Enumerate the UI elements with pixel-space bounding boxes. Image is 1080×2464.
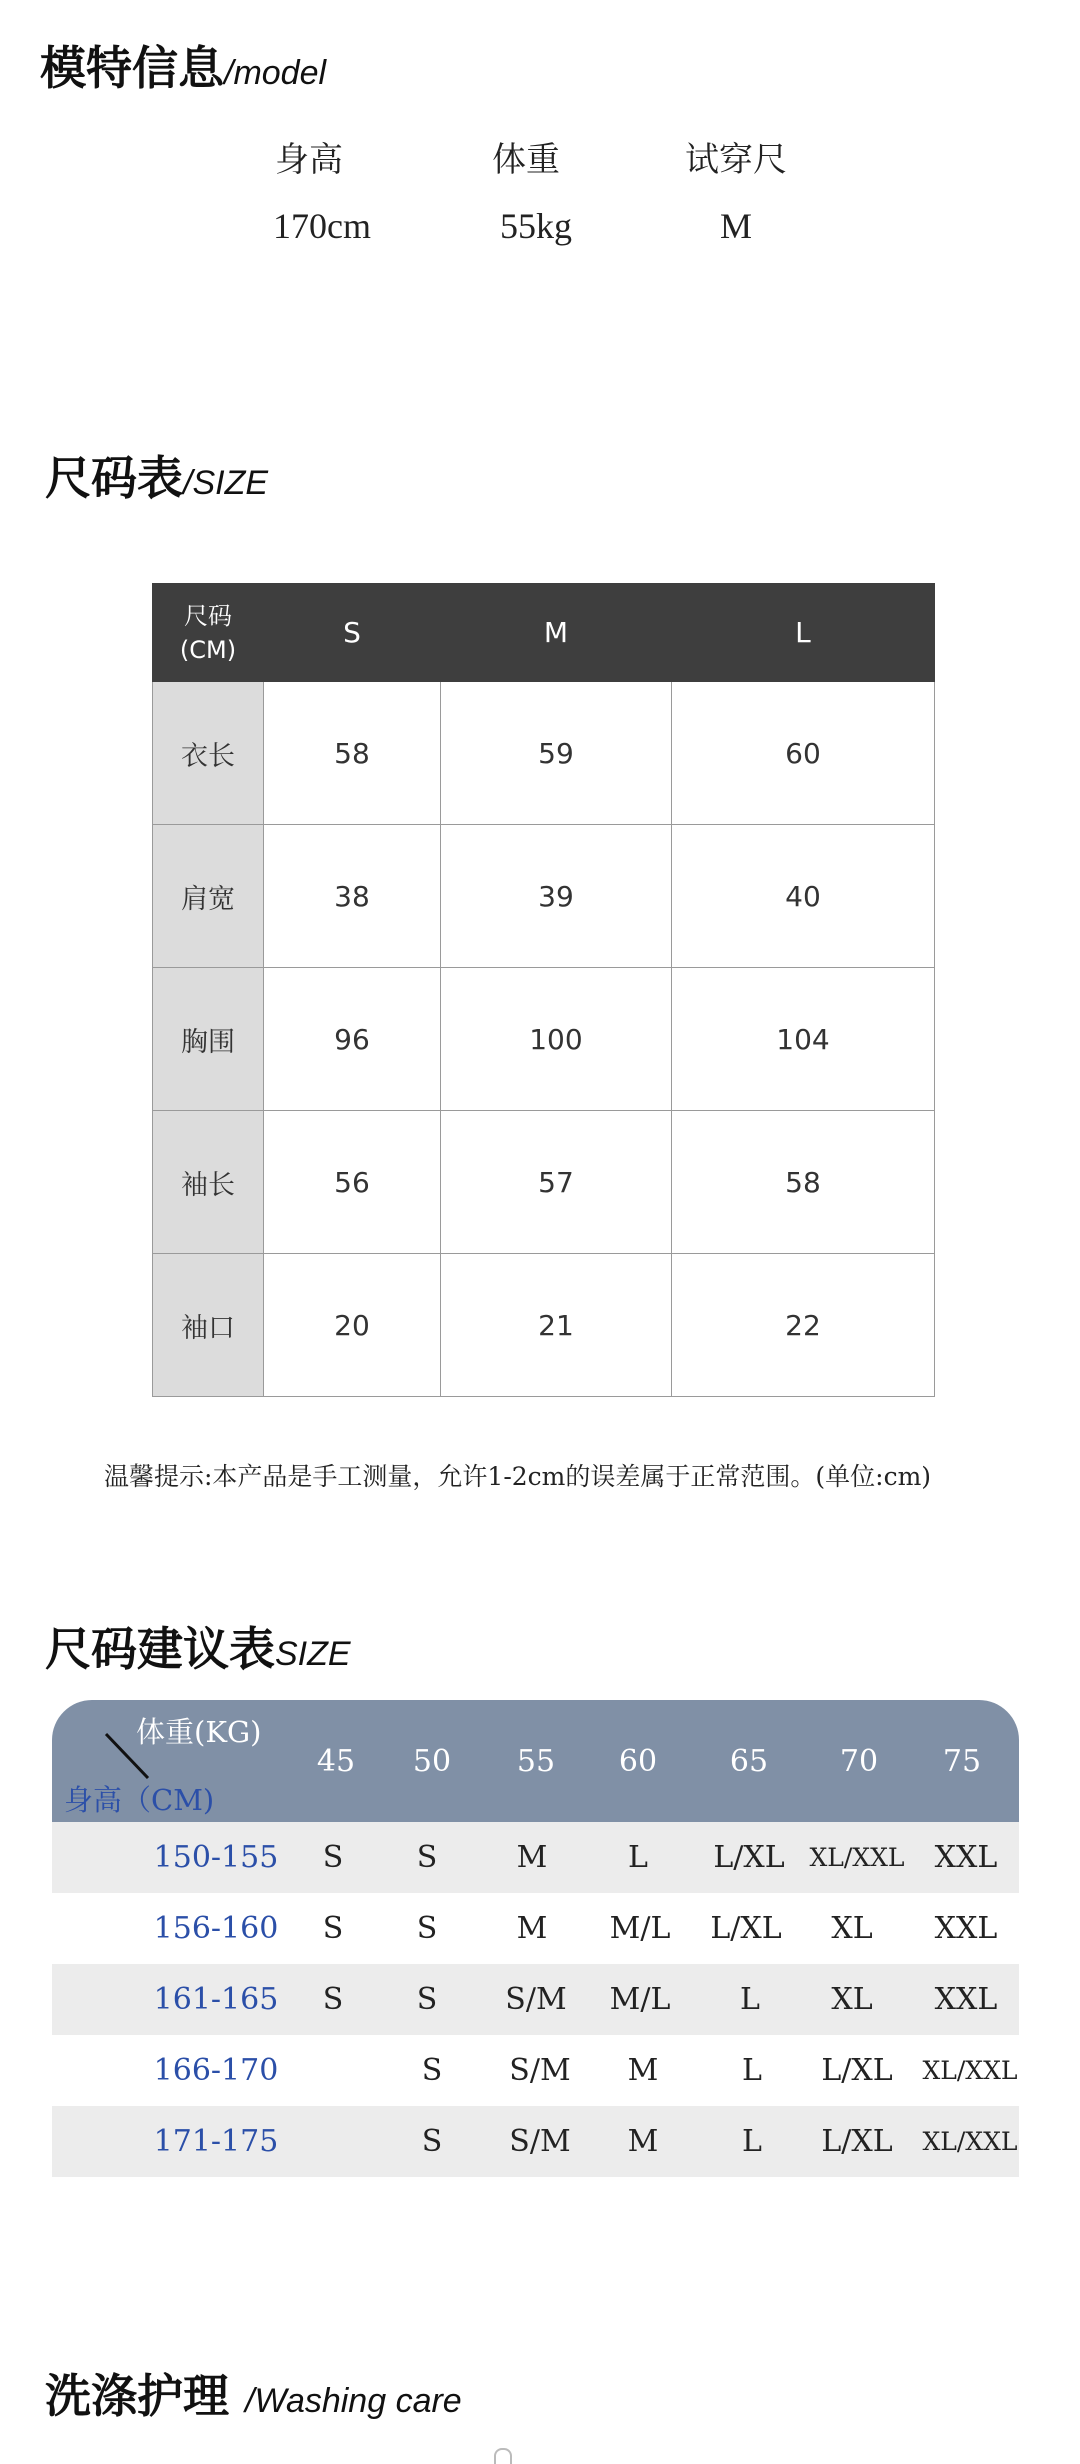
size-table-header [153, 584, 935, 682]
height-range: 171-175 [153, 2124, 279, 2159]
table-row [52, 1822, 1019, 1893]
corner-unit: (CM) [179, 635, 237, 664]
row-label: 袖口 [153, 1254, 264, 1397]
size-cell: XL [831, 1911, 873, 1946]
size-cell: XL/XXL [922, 2056, 1018, 2085]
cell-value: 56 [264, 1111, 441, 1254]
size-header-l: L [671, 584, 934, 682]
weight-header: 65 [729, 1743, 769, 1779]
cell-value: 57 [440, 1111, 671, 1254]
size-cell: S [421, 2124, 443, 2159]
model-label-size: 试穿尺 [685, 140, 787, 180]
model-value-weight: 55kg [500, 206, 572, 246]
size-cell: S [322, 1911, 344, 1946]
cell-value: 58 [264, 682, 441, 825]
size-header-m: M [440, 584, 671, 682]
size-cell: M [516, 1840, 548, 1875]
table-row [52, 1964, 1019, 2035]
weight-header: 55 [516, 1743, 556, 1779]
recommend-table [52, 1700, 1019, 2177]
size-cell: XXL [934, 1911, 998, 1946]
height-label: 身高（CM) [64, 1783, 215, 1817]
size-cell: M/L [609, 1982, 671, 2017]
size-header-s: S [264, 584, 441, 682]
size-cell: M [516, 1911, 548, 1946]
size-cell: S [416, 1911, 438, 1946]
model-label-height: 身高 [275, 140, 343, 180]
size-cell: M [627, 2124, 659, 2159]
size-cell: L/XL [710, 1911, 782, 1946]
model-value-size: M [720, 206, 753, 246]
size-cell: L/XL [821, 2053, 893, 2088]
model-title-en: /model [224, 54, 327, 92]
cell-value: 20 [264, 1254, 441, 1397]
size-cell: XL/XXL [809, 1843, 905, 1872]
size-cell: L/XL [821, 2124, 893, 2159]
table-row [52, 2106, 1019, 2177]
size-cell: XL [831, 1982, 873, 2017]
recommend-header [52, 1700, 1019, 1822]
size-title-en: /SIZE [183, 464, 269, 502]
size-cell: L/XL [713, 1840, 785, 1875]
cell-value: 22 [671, 1254, 934, 1397]
size-cell: S [416, 1982, 438, 2017]
row-label: 衣长 [153, 682, 264, 825]
size-cell: L [740, 1982, 760, 2017]
model-value-height: 170cm [273, 206, 371, 246]
cell-value: 38 [264, 825, 441, 968]
weight-header: 70 [839, 1743, 879, 1779]
size-cell: S [322, 1840, 344, 1875]
care-icon-fragment [494, 2448, 512, 2464]
size-section-title [45, 442, 268, 508]
size-cell: S [416, 1840, 438, 1875]
size-cell: L [742, 2124, 762, 2159]
height-range: 161-165 [153, 1982, 279, 2017]
weight-label: 体重(KG) [136, 1715, 262, 1749]
size-cell: XXL [934, 1840, 998, 1875]
size-cell: S [421, 2053, 443, 2088]
table-row [153, 1111, 935, 1254]
cell-value: 58 [671, 1111, 934, 1254]
table-row [52, 2035, 1019, 2106]
cell-value: 59 [440, 682, 671, 825]
washing-title-en: /Washing care [245, 2382, 462, 2420]
recommend-title-cn: 尺码建议表 [45, 1622, 275, 1676]
size-cell: XL/XXL [922, 2127, 1018, 2156]
measurement-tip: 温馨提示:本产品是手工测量，允许1-2cm的误差属于正常范围。(单位:cm) [104, 1462, 932, 1491]
size-cell: S/M [505, 1982, 567, 2017]
size-cell: L [628, 1840, 648, 1875]
table-row [153, 825, 935, 968]
weight-header: 60 [618, 1743, 658, 1779]
cell-value: 60 [671, 682, 934, 825]
row-label: 胸围 [153, 968, 264, 1111]
size-title-cn: 尺码表 [45, 451, 183, 505]
recommend-title-en: SIZE [275, 1635, 351, 1673]
table-row [153, 968, 935, 1111]
corner-label: 尺码 [184, 601, 232, 630]
height-range: 156-160 [153, 1911, 279, 1946]
cell-value: 100 [440, 968, 671, 1111]
cell-value: 21 [440, 1254, 671, 1397]
model-label-weight: 体重 [492, 140, 560, 180]
row-label: 袖长 [153, 1111, 264, 1254]
size-cell: S [322, 1982, 344, 2017]
table-row [153, 682, 935, 825]
size-cell: S/M [509, 2124, 571, 2159]
size-cell: XXL [934, 1982, 998, 2017]
weight-header: 50 [412, 1743, 452, 1779]
diagonal-divider [102, 1730, 152, 1782]
table-row [153, 1254, 935, 1397]
model-title-cn: 模特信息 [40, 41, 224, 95]
cell-value: 96 [264, 968, 441, 1111]
size-cell [288, 2035, 378, 2106]
size-table [152, 583, 935, 1397]
cell-value: 40 [671, 825, 934, 968]
recommend-section-title [45, 1613, 351, 1679]
height-range: 166-170 [153, 2053, 279, 2088]
size-cell: S/M [509, 2053, 571, 2088]
table-row [52, 1893, 1019, 1964]
size-cell: L [742, 2053, 762, 2088]
size-cell: M/L [609, 1911, 671, 1946]
size-cell [288, 2106, 378, 2177]
weight-header: 45 [316, 1743, 356, 1779]
row-label: 肩宽 [153, 825, 264, 968]
height-range: 150-155 [153, 1840, 279, 1875]
washing-title-cn: 洗涤护理 [45, 2369, 229, 2423]
size-table-corner [153, 584, 264, 682]
cell-value: 39 [440, 825, 671, 968]
weight-header: 75 [942, 1743, 982, 1779]
cell-value: 104 [671, 968, 934, 1111]
washing-section-title [45, 2360, 462, 2426]
model-section-title [40, 32, 326, 98]
size-cell: M [627, 2053, 659, 2088]
